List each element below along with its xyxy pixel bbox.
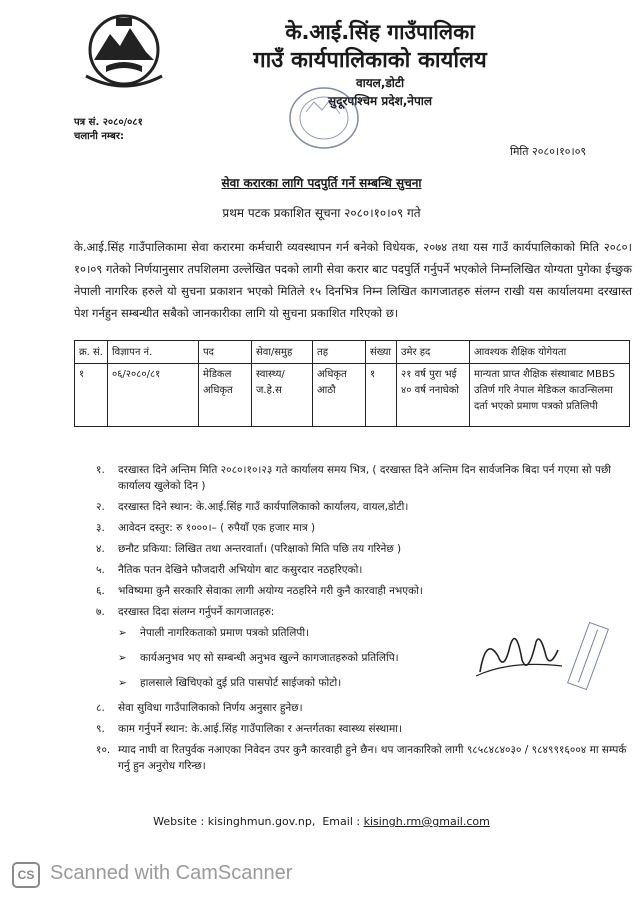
column-header-advert-no: विज्ञापन नं. [108, 341, 199, 364]
website-link[interactable]: kisinghmun.gov.np, [207, 815, 316, 828]
column-header-level: तह [313, 341, 366, 364]
document-item-text: हालसाले खिचिएको दुई प्रति पासपोर्ट साईजको फोटो। [140, 677, 342, 689]
email-link[interactable]: kisingh.rm@gmail.com [363, 815, 490, 828]
column-header-post: पद [199, 341, 252, 364]
list-item-number: २. [96, 501, 105, 513]
list-item-number: ६. [96, 585, 105, 597]
camscanner-watermark [12, 862, 342, 888]
cell-level: अधिकृत आठौ [313, 364, 366, 427]
cell-age-limit: २१ वर्ष पुरा भई ४० वर्ष ननाघेको [397, 364, 470, 427]
document-item-text: नेपाली नागरिकताको प्रमाण पत्रको प्रतिलिपी। [140, 627, 310, 639]
list-item-text: दरखास्त दिने स्थान: के.आई.सिंह गाउँ कार्यपालिकाको कार्यालय, वायल,डोटी। [118, 501, 409, 513]
list-item-number: ३. [96, 522, 105, 534]
column-header-service-group: सेवा/समुह [252, 341, 313, 364]
arrow-bullet-icon: ➢ [118, 627, 127, 639]
list-item [96, 583, 636, 599]
list-item-text: भविष्यमा कुनै सरकारि सेवाका लागी अयोग्य नठहरिने गरी कुनै कारवाही नभएको। [118, 585, 423, 597]
list-item-text: छनौट प्रकिया: लिखित तथा अन्तरवार्ता। (परिक्षाको मिति पछि तय गरिनेछ ) [118, 543, 402, 555]
list-item [96, 541, 636, 557]
letter-reference-number: पत्र सं. २०८०/०८१ [74, 117, 143, 128]
list-item-number: ७. [96, 606, 105, 618]
official-signature [470, 616, 620, 692]
list-item [96, 520, 636, 536]
cell-qualification: मान्यता प्राप्त शैक्षिक संस्थाबाट MBBS उतिर्ण गरि नेपाल मेडिकल काउन्सिलमा दर्ता भएको प्रमाण पत्रको प्रतिलिपी [470, 364, 630, 427]
watermark-text: Scanned with CamScanner [50, 862, 293, 884]
notice-body: के.आई.सिंह गाउँपालिकामा सेवा करारमा कर्मचारी व्यवस्थापन गर्न बनेको विधेयक, २०७४ तथा यस गाउँ कार्यपालिकाको मिति २०८०।१०।०९ गतेको निर्णयानुसार तपशिलमा उल्लेखित पदको लागी सेवा करार बाट पदपुर्ति गर्नुपर्ने भएकोले निम्नलिखित योग्यता पुगेका ईच्छुक नेपाली नागरिक हरुले यो सुचना प्रकाशन भएको मितिले १५ दिनभित्र निम्न लिखित कागजातहरु संलग्न राखी यस कार्यालयमा दरखास्त पेश गर्नहुन सम्बन्धीत सबैको जानकारीका लागि यो सुचना प्रकाशित गरिएको छ। [74, 240, 632, 320]
list-item-text: दरखास्त दिदा संलग्न गर्नुपर्ने कागजातहरु: [118, 606, 275, 618]
address-line-1: वायल,डोटी [355, 76, 405, 90]
table-header-row [75, 341, 630, 364]
list-item [96, 499, 636, 515]
list-item-number: १. [96, 464, 105, 476]
list-item [96, 742, 636, 774]
list-item [96, 462, 636, 494]
list-item-number: ४. [96, 543, 105, 555]
column-header-count: संख्या [366, 341, 397, 364]
list-item-text: नैतिक पतन देखिने फौजदारी अभियोग बाट कसुरदार नठहरिएको। [118, 564, 363, 576]
nepal-emblem-logo [76, 10, 172, 90]
list-item-number: १०. [96, 744, 111, 756]
camscanner-logo-icon: CS [12, 862, 40, 888]
cell-service-group: स्वास्थ्य/ ज.हे.स [252, 364, 313, 427]
table-row [75, 364, 630, 427]
list-item-text: म्याद नाघी वा रितपुर्वक नआएका निवेदन उपर कुनै कारवाही हुने छैन। थप जानकारिको लागी ९८५८४८४०३० / ९८४९९१६००४ मा सम्पर्क गर्नु हुन अनुरोध गरिन्छ। [118, 744, 627, 772]
notice-title: सेवा करारका लागि पदपुर्ति गर्ने सम्बन्धि सुचना [221, 176, 422, 190]
column-header-age-limit: उमेर हद [397, 341, 470, 364]
list-item [96, 562, 636, 578]
arrow-bullet-icon: ➢ [118, 677, 127, 689]
contact-footer [0, 815, 643, 828]
office-stamp [262, 82, 382, 152]
list-item-text: आवेदन दस्तुर: रु १०००।– ( रुपैयाँ एक हजार मात्र ) [118, 522, 316, 534]
list-item-text: काम गर्नुपर्ने स्थान: के.आई.सिंह गाउँपालिका र अन्तर्गतका स्वास्थ्य संस्थामा। [118, 723, 402, 735]
cell-post: मेडिकल अधिकृत [199, 364, 252, 427]
column-header-serial: क्र. सं. [75, 341, 108, 364]
arrow-bullet-icon: ➢ [118, 652, 127, 664]
list-item-number: ८. [96, 702, 105, 714]
municipality-name: के.आई.सिंह गाउँपालिका [285, 20, 475, 44]
notice-subtitle: प्रथम पटक प्रकाशित सूचना २०८०।१०।०९ गते [222, 206, 421, 220]
list-item-text: दरखास्त दिने अन्तिम मिति २०८०।१०।२३ गते कार्यालय समय भित्र, ( दरखास्त दिने अन्तिम दिन सार्वजनिक बिदा पर्न गएमा सो पछी कार्यालय खुलेको दिन ) [118, 464, 612, 492]
email-label: Email : [322, 815, 361, 828]
column-header-qualification: आवश्यक शैक्षिक योगेयता [470, 341, 630, 364]
list-item-text: सेवा सुविधा गाउँपालिकाको निर्णय अनुसार हुनेछ। [118, 702, 303, 714]
list-item [96, 700, 636, 716]
list-item [96, 721, 636, 737]
cell-serial: १ [75, 364, 108, 427]
notice-date: मिति २०८०।१०।०९ [510, 145, 587, 158]
list-item-number: ९. [96, 723, 105, 735]
address-line-2: सुदूरपश्चिम प्रदेश,नेपाल [327, 94, 433, 108]
document-item-text: कार्यअनुभव भए सो सम्बन्धी अनुभव खुल्ने कागजातहरुको प्रतिलिपि। [140, 652, 399, 664]
cell-advert-no: ०६/२०८०/८१ [108, 364, 199, 427]
cell-count: १ [366, 364, 397, 427]
office-name: गाउँ कार्यपालिकाको कार्यालय [253, 48, 487, 73]
list-item-number: ५. [96, 564, 105, 576]
vacancy-table [74, 340, 630, 427]
dispatch-number: चलानी नम्बर: [74, 131, 124, 142]
website-label: Website : [153, 815, 205, 828]
